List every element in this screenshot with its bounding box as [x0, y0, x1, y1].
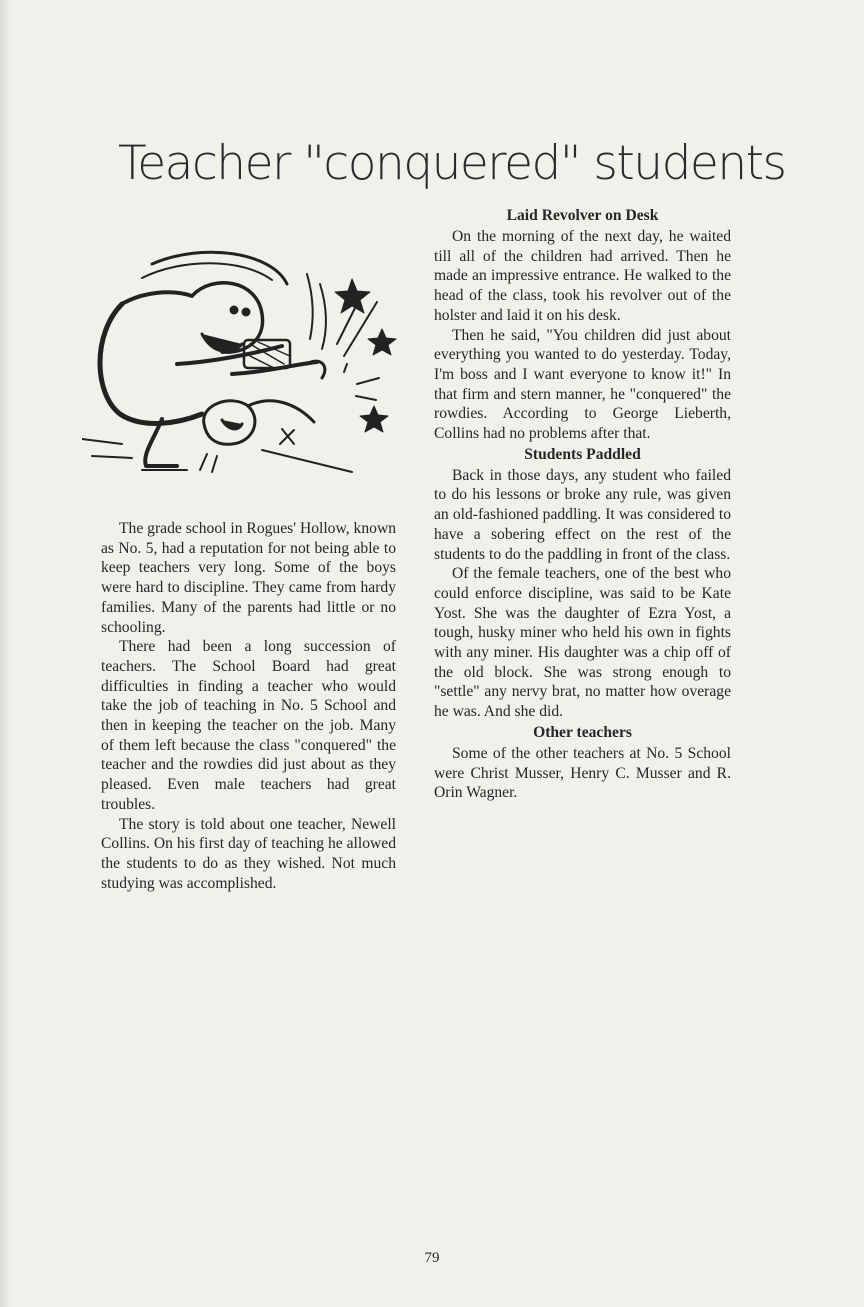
page-edge: [0, 0, 10, 1307]
paragraph: The grade school in Rogues' Hollow, known as No. 5, had a reputation for not being able to keep teachers very long. Some of the boys were hard to discipline. They came from hardy families. Many of the parents had little or no schooling.: [101, 520, 396, 636]
section-heading: Students Paddled: [524, 445, 641, 463]
section-heading: Other teachers: [533, 723, 632, 741]
section-heading: Laid Revolver on Desk: [506, 207, 659, 224]
paragraph: On the morning of the next day, he waited till all of the children had arrived. Then he made an impressive entrance. He walked to the head of the class, took his revolver out of the holster and laid it on his desk.: [434, 228, 731, 324]
page-number: 79: [424, 1250, 440, 1266]
paragraph: There had been a long succession of teachers. The School Board had great difficulties in finding a teacher who would take the job of teaching in No. 5 School and then in keeping the teacher on the job. Many of them left because the class "conquered" the teacher and the rowdies did just about as they pleased. Even male teachers had great troubles.: [101, 638, 396, 813]
paragraph: Then he said, "You children did just about everything you wanted to do yesterday. Today, I'm boss and I want everyone to know it!" In that firm and stern manner, he "conquered" the rowdies. According to George Lieberth, Collins had no problems after that.: [434, 326, 731, 443]
left-column: [101, 519, 396, 893]
page-title: Teacher "conquered" students: [118, 136, 786, 191]
cartoon-teacher-student-scuffle-icon: [82, 244, 402, 480]
paragraph: The story is told about one teacher, Newell Collins. On his first day of teaching he allowed the students to do as they wished. Not much studying was accomplished.: [101, 815, 396, 892]
right-column: [434, 205, 731, 803]
paragraph: Back in those days, any student who failed to do his lessons or broke any rule, was given an old-fashioned paddling. It was considered to have a sobering effect on the rest of the students to do the paddling in front of the class.: [434, 466, 731, 563]
paragraph: Of the female teachers, one of the best who could enforce discipline, was said to be Kate Yost. She was the daughter of Ezra Yost, a tough, husky miner who held his own in fights with any miner. His daughter was a chip off of the old block. She was strong enough to "settle" any nervy brat, no matter how overage he was. And she did.: [434, 565, 731, 721]
paragraph: Some of the other teachers at No. 5 School were Christ Musser, Henry C. Musser and R. Orin Wagner.: [434, 744, 731, 802]
